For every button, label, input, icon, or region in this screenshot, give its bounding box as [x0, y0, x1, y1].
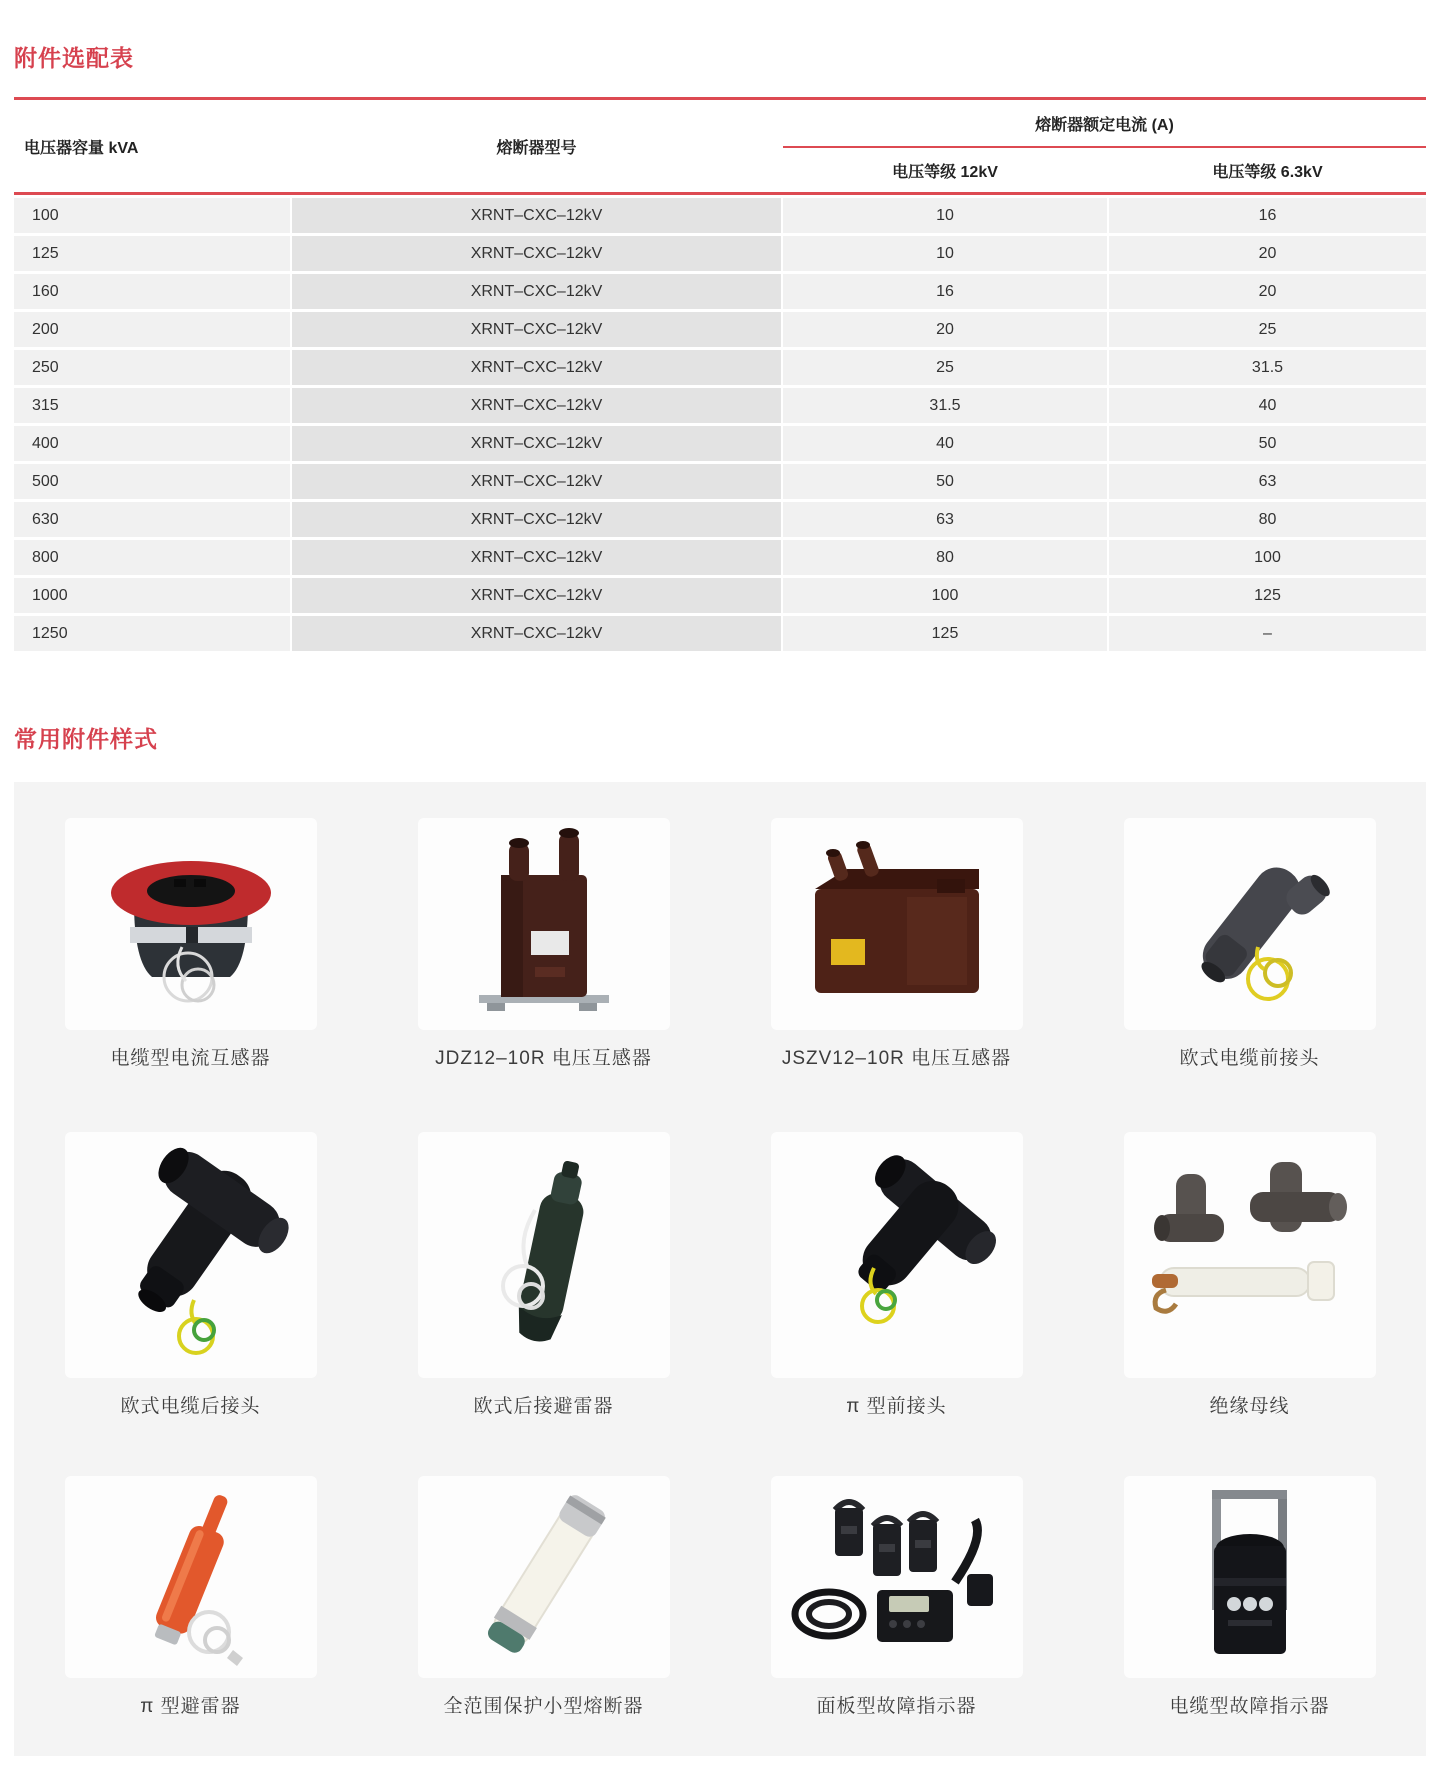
product-photo — [65, 1476, 317, 1678]
product-caption: JDZ12–10R 电压互感器 — [435, 1048, 652, 1069]
product-photo — [1124, 1476, 1376, 1678]
product-caption: 电缆型电流互感器 — [110, 1048, 271, 1069]
current-63kv-cell: 40 — [1109, 388, 1426, 423]
product-cell-euro-front-connector — [1073, 782, 1426, 1074]
capacity-cell: 1000 — [14, 578, 290, 613]
current-12kv-cell: 25 — [783, 350, 1107, 385]
cable-current-transformer-image — [86, 827, 296, 1022]
current-63kv-cell: 20 — [1109, 274, 1426, 309]
table-row — [14, 312, 1426, 347]
panel-fault-indicator-image — [777, 1482, 1017, 1672]
capacity-cell: 500 — [14, 464, 290, 499]
model-cell: XRNT–CXC–12kV — [292, 578, 781, 613]
product-photo — [771, 1476, 1023, 1678]
model-cell: XRNT–CXC–12kV — [292, 540, 781, 575]
current-63kv-cell: 31.5 — [1109, 350, 1426, 385]
capacity-cell: 250 — [14, 350, 290, 385]
current-12kv-cell: 16 — [783, 274, 1107, 309]
table-row — [14, 198, 1426, 233]
capacity-cell: 200 — [14, 312, 290, 347]
table-row — [14, 426, 1426, 461]
model-cell: XRNT–CXC–12kV — [292, 350, 781, 385]
current-12kv-cell: 10 — [783, 198, 1107, 233]
table-row — [14, 502, 1426, 537]
product-photo — [1124, 1132, 1376, 1378]
jdz12-voltage-transformer-image — [439, 827, 649, 1022]
table-row — [14, 388, 1426, 423]
product-photo — [771, 818, 1023, 1030]
capacity-cell: 125 — [14, 236, 290, 271]
current-12kv-cell: 40 — [783, 426, 1107, 461]
current-12kv-cell: 10 — [783, 236, 1107, 271]
product-cell-rear-arrester — [367, 1074, 720, 1422]
table-body — [14, 192, 1426, 651]
current-63kv-cell: 50 — [1109, 426, 1426, 461]
capacity-cell: 1250 — [14, 616, 290, 651]
capacity-cell: 315 — [14, 388, 290, 423]
model-cell: XRNT–CXC–12kV — [292, 502, 781, 537]
capacity-cell: 160 — [14, 274, 290, 309]
product-caption: 面板型故障指示器 — [816, 1696, 977, 1717]
current-63kv-cell: 80 — [1109, 502, 1426, 537]
cable-fault-indicator-image — [1150, 1482, 1350, 1672]
table-row — [14, 616, 1426, 651]
current-12kv-cell: 31.5 — [783, 388, 1107, 423]
current-12kv-cell: 80 — [783, 540, 1107, 575]
current-63kv-cell: 20 — [1109, 236, 1426, 271]
product-caption: 欧式电缆后接头 — [120, 1396, 261, 1417]
current-12kv-cell: 125 — [783, 616, 1107, 651]
capacity-cell: 400 — [14, 426, 290, 461]
model-cell: XRNT–CXC–12kV — [292, 198, 781, 233]
accessory-gallery-panel — [14, 782, 1426, 1756]
model-cell: XRNT–CXC–12kV — [292, 274, 781, 309]
col-header-rated-current-group: 熔断器额定电流 (A) — [783, 100, 1426, 148]
current-12kv-cell: 100 — [783, 578, 1107, 613]
product-caption: 绝缘母线 — [1209, 1396, 1290, 1417]
product-photo — [65, 1132, 317, 1378]
product-photo — [418, 818, 670, 1030]
product-caption: π 型前接头 — [846, 1396, 947, 1417]
product-cell-full-range-fuse — [367, 1422, 720, 1756]
current-12kv-cell: 20 — [783, 312, 1107, 347]
product-cell-pi-arrester — [14, 1422, 367, 1756]
model-cell: XRNT–CXC–12kV — [292, 464, 781, 499]
product-photo — [1124, 818, 1376, 1030]
euro-rear-arrester-image — [439, 1140, 649, 1370]
table-row — [14, 540, 1426, 575]
current-63kv-cell: 63 — [1109, 464, 1426, 499]
current-63kv-cell: – — [1109, 616, 1426, 651]
product-cell-euro-rear-connector — [14, 1074, 367, 1422]
full-range-fuse-image — [429, 1482, 659, 1672]
current-12kv-cell: 50 — [783, 464, 1107, 499]
product-photo — [418, 1132, 670, 1378]
model-cell: XRNT–CXC–12kV — [292, 236, 781, 271]
capacity-cell: 100 — [14, 198, 290, 233]
product-photo — [771, 1132, 1023, 1378]
product-photo — [65, 818, 317, 1030]
current-12kv-cell: 63 — [783, 502, 1107, 537]
product-cell-panel-fault-indicator — [720, 1422, 1073, 1756]
euro-cable-rear-connector-image — [76, 1140, 306, 1370]
table-row — [14, 464, 1426, 499]
capacity-cell: 630 — [14, 502, 290, 537]
insulated-busbar-image — [1130, 1140, 1370, 1370]
euro-cable-front-connector-image — [1150, 827, 1350, 1022]
product-caption: π 型避雷器 — [140, 1696, 241, 1717]
table-row — [14, 578, 1426, 613]
table-row — [14, 274, 1426, 309]
product-photo — [418, 1476, 670, 1678]
current-63kv-cell: 100 — [1109, 540, 1426, 575]
pi-arrester-image — [91, 1482, 291, 1672]
accessory-styles-title: 常用附件样式 — [14, 726, 158, 752]
model-cell: XRNT–CXC–12kV — [292, 426, 781, 461]
table-row — [14, 350, 1426, 385]
product-caption: 欧式后接避雷器 — [473, 1396, 614, 1417]
product-caption: 全范围保护小型熔断器 — [443, 1696, 644, 1717]
col-header-capacity: 电压器容量 kVA — [24, 139, 139, 157]
product-caption: JSZV12–10R 电压互感器 — [781, 1048, 1012, 1069]
table-header — [14, 97, 1426, 192]
current-63kv-cell: 25 — [1109, 312, 1426, 347]
product-cell-cable-ct — [14, 782, 367, 1074]
table-row — [14, 236, 1426, 271]
current-63kv-cell: 16 — [1109, 198, 1426, 233]
product-cell-jszv12-vt — [720, 782, 1073, 1074]
product-cell-cable-fault-indicator — [1073, 1422, 1426, 1756]
product-caption: 电缆型故障指示器 — [1169, 1696, 1330, 1717]
col-header-12kv: 电压等级 12kV — [892, 163, 998, 181]
product-cell-pi-front-connector — [720, 1074, 1073, 1422]
model-cell: XRNT–CXC–12kV — [292, 616, 781, 651]
jszv12-voltage-transformer-image — [787, 827, 1007, 1022]
accessory-table-title: 附件选配表 — [14, 45, 134, 71]
current-63kv-cell: 125 — [1109, 578, 1426, 613]
product-caption: 欧式电缆前接头 — [1179, 1048, 1320, 1069]
col-header-63kv: 电压等级 6.3kV — [1212, 163, 1323, 181]
product-cell-jdz12-vt — [367, 782, 720, 1074]
accessory-selection-table — [14, 97, 1426, 651]
model-cell: XRNT–CXC–12kV — [292, 312, 781, 347]
product-cell-insulated-busbar — [1073, 1074, 1426, 1422]
capacity-cell: 800 — [14, 540, 290, 575]
pi-front-connector-image — [782, 1140, 1012, 1370]
col-header-fuse-model: 熔断器型号 — [496, 139, 577, 157]
model-cell: XRNT–CXC–12kV — [292, 388, 781, 423]
